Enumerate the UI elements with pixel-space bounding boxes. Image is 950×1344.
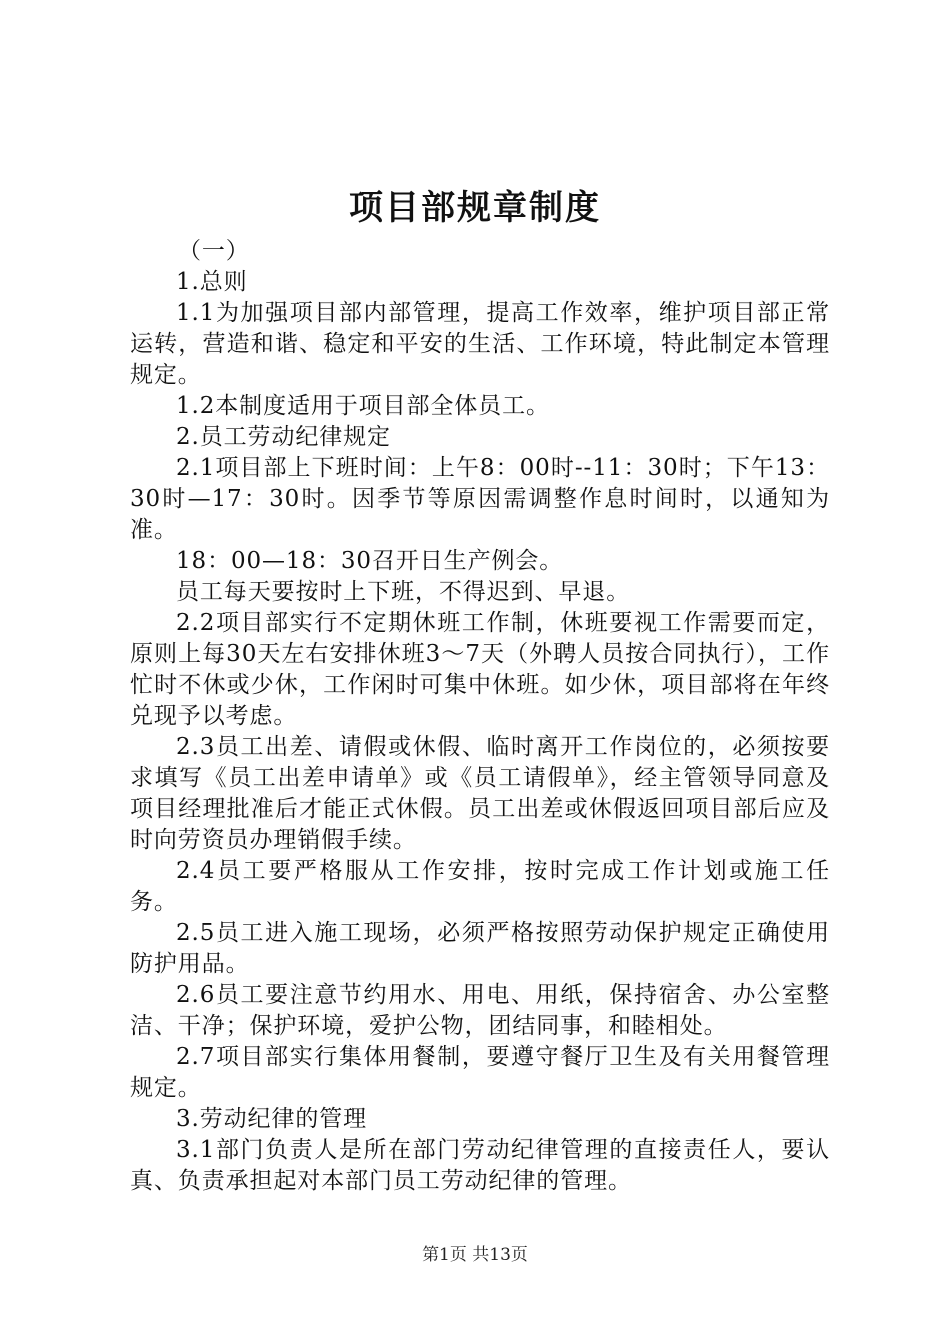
paragraph-1-1: 1.1为加强项目部内部管理，提高工作效率，维护项目部正常运转，营造和谐、稳定和平安的生活、工作环境，特此制定本管理规定。 xyxy=(130,300,830,388)
paragraph-section-marker: （一） xyxy=(178,238,250,264)
document-title: 项目部规章制度 xyxy=(349,188,601,228)
document-body xyxy=(130,236,830,1197)
paragraph-2-3: 2.3员工出差、请假或休假、临时离开工作岗位的，必须按要求填写《员工出差申请单》或《员工请假单》，经主管领导同意及项目经理批准后才能正式休假。员工出差或休假返回项目部后应及时向劳资员办理销假手续。 xyxy=(130,734,830,853)
paragraph-2-7: 2.7项目部实行集体用餐制，要遵守餐厅卫生及有关用餐管理规定。 xyxy=(130,1044,830,1101)
paragraph-2-1: 2.1项目部上下班时间：上午8：00时--11：30时；下午13：30时—17：30时。因季节等原因需调整作息时间时，以通知为准。 xyxy=(130,455,830,543)
paragraph-3-1: 3.1部门负责人是所在部门劳动纪律管理的直接责任人，要认真、负责承担起对本部门员工劳动纪律的管理。 xyxy=(130,1137,830,1194)
paragraph-2-2: 2.2项目部实行不定期休班工作制，休班要视工作需要而定，原则上每30天左右安排休班3～7天（外聘人员按合同执行），工作忙时不休或少休，工作闲时可集中休班。如少休，项目部将在年终兑现予以考虑。 xyxy=(130,610,830,729)
paragraph-daily-meeting: 18：00—18：30召开日生产例会。 xyxy=(176,548,564,574)
paragraph-punctuality: 员工每天要按时上下班，不得迟到、早退。 xyxy=(176,579,631,605)
paragraph-1-2: 1.2本制度适用于项目部全体员工。 xyxy=(176,393,550,419)
page-footer: 第1页 共13页 xyxy=(422,1245,528,1265)
heading-general-rules: 1.总则 xyxy=(176,269,248,295)
heading-discipline-management: 3.劳动纪律的管理 xyxy=(176,1106,368,1132)
paragraph-2-6: 2.6员工要注意节约用水、用电、用纸，保持宿舍、办公室整洁、干净；保护环境，爱护公物，团结同事，和睦相处。 xyxy=(130,982,830,1039)
heading-labor-discipline: 2.员工劳动纪律规定 xyxy=(176,424,391,450)
paragraph-2-5: 2.5员工进入施工现场，必须严格按照劳动保护规定正确使用防护用品。 xyxy=(130,920,830,977)
paragraph-2-4: 2.4员工要严格服从工作安排，按时完成工作计划或施工任务。 xyxy=(130,858,830,915)
